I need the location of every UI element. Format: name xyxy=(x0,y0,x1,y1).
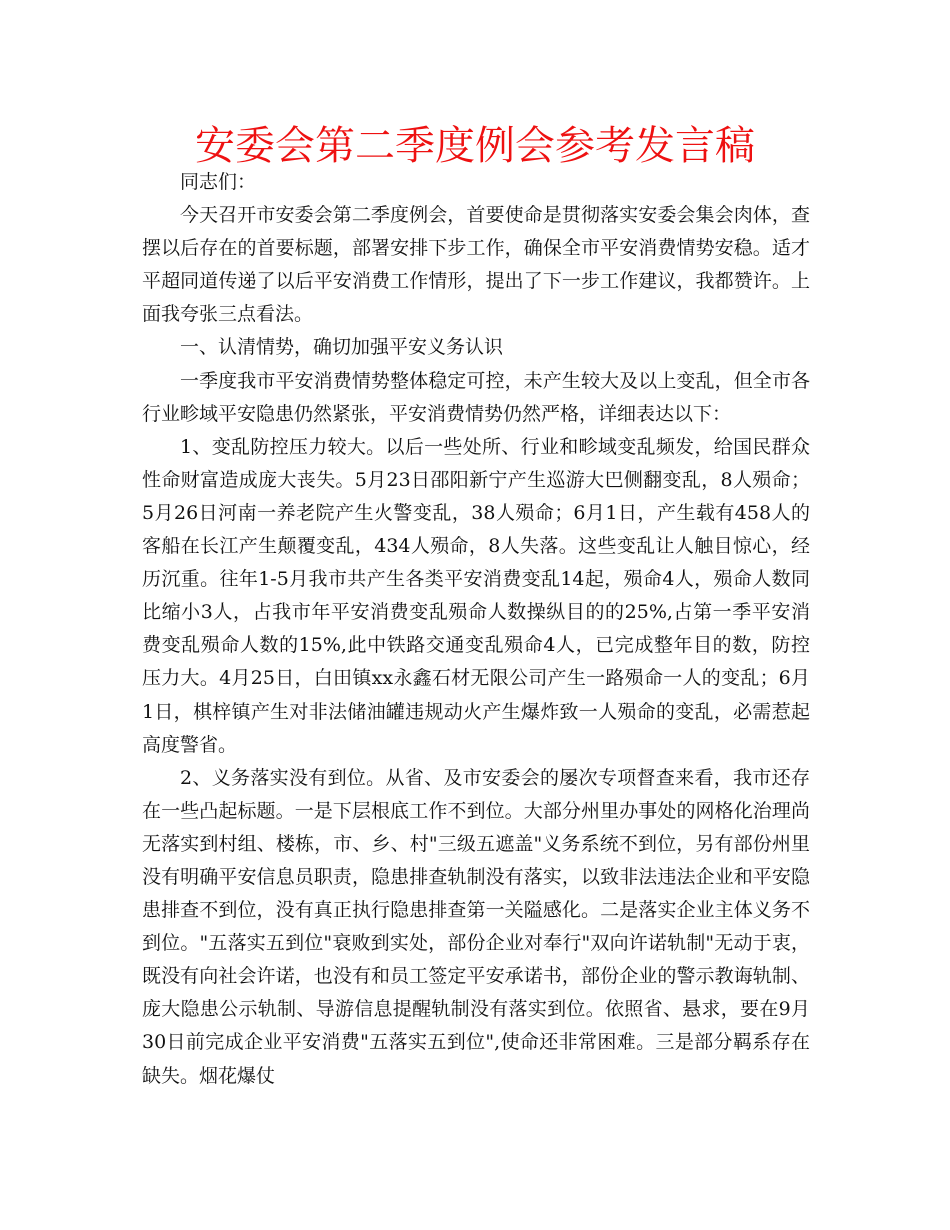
document-title: 安委会第二季度例会参考发言稿 xyxy=(195,123,755,169)
body-paragraph: 1、变乱防控压力较大。以后一些处所、行业和畛域变乱频发，给国民群众性命财富造成庞大丧失。5月23日邵阳新宁产生巡游大巴侧翻变乱，8人殒命；5月26日河南一养老院产生火警变乱，38人殒命；6月1日，产生载有458人的客船在长江产生颠覆变乱，434人殒命，8人失落。这些变乱让人触目惊心，经历沉重。往年1-5月我市共产生各类平安消费变乱14起，殒命4人，殒命人数同比缩小3人，占我市年平安消费变乱殒命人数操纵目的的25%,占第一季平安消费变乱殒命人数的15%,此中铁路交通变乱殒命4人，已完成整年目的数，防控压力大。4月25日，白田镇xx永鑫石材无限公司产生一路殒命一人的变乱；6月1日，棋梓镇产生对非法储油罐违规动火产生爆炸致一人殒命的变乱，必需惹起高度警省。 xyxy=(142,435,810,756)
section-heading: 一、认清情势，确切加强平安义务认识 xyxy=(180,336,504,359)
body-paragraph: 2、义务落实没有到位。从省、及市安委会的屡次专项督查来看，我市还存在一些凸起标题。一是下层根底工作不到位。大部分州里办事处的网格化治理尚无落实到村组、楼栋，市、乡、村"三级五遮盖"义务系统不到位，另有部份州里没有明确平安信息员职责，隐患排查轨制没有落实，以致非法违法企业和平安隐患排查不到位，没有真正执行隐患排查第一关隘感化。二是落实企业主体义务不到位。"五落实五到位"衰败到实处，部份企业对奉行"双向许诺轨制"无动于衷，既没有向社会许诺，也没有和员工签定平安承诺书，部份企业的警示教诲轨制、庞大隐患公示轨制、导游信息提醒轨制没有落实到位。依照省、悬求，要在9月30日前完成企业平安消费"五落实五到位",使命还非常困难。三是部分羁系存在缺失。烟花爆仗 xyxy=(142,766,810,1087)
intro-paragraph: 今天召开市安委会第二季度例会，首要使命是贯彻落实安委会集会肉体，查摆以后存在的首要标题，部署安排下步工作，确保全市平安消费情势安稳。适才平超同道传递了以后平安消费工作情形，提出了下一步工作建议，我都赞许。上面我夸张三点看法。 xyxy=(142,204,810,326)
body-paragraph: 一季度我市平安消费情势整体稳定可控，未产生较大及以上变乱，但全市各行业畛域平安隐患仍然紧张，平安消费情势仍然严格，详细表达以下： xyxy=(142,369,810,425)
document-body xyxy=(142,166,810,1093)
salutation-paragraph: 同志们： xyxy=(180,171,257,193)
